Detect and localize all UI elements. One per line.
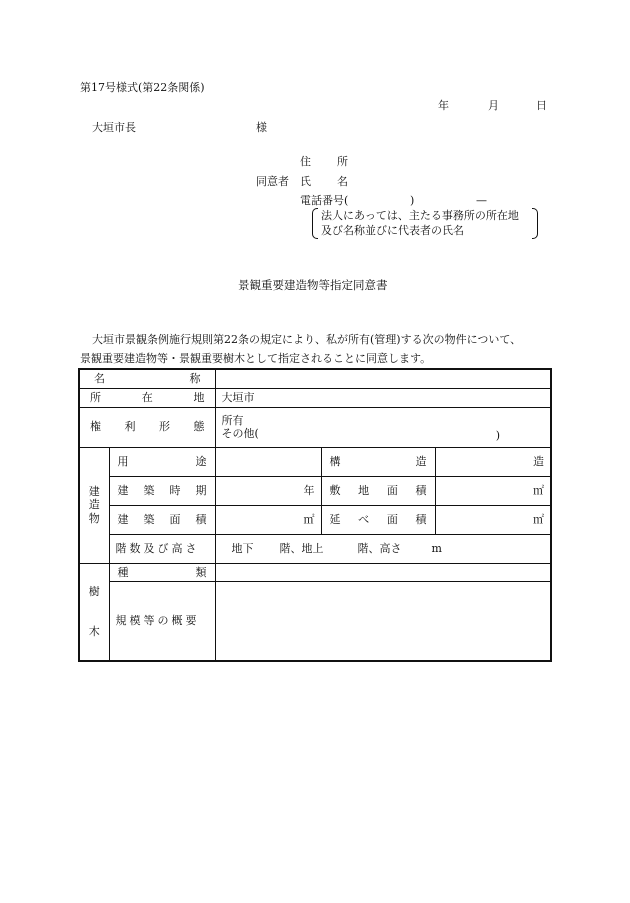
- built-period-label: 建 築 時 期: [109, 476, 215, 505]
- form-number: 第17号様式(第22条関係): [80, 81, 205, 94]
- addressee: 大垣市長: [92, 121, 136, 134]
- kind-label: 種 類: [109, 563, 215, 582]
- phone-close: ): [410, 194, 415, 207]
- scale-value[interactable]: [215, 582, 551, 661]
- honorific: 様: [256, 121, 267, 134]
- scale-label: 規模等の概要: [109, 582, 215, 661]
- location-cell-label: 所 在 地: [79, 388, 215, 407]
- floor-area-value[interactable]: ㎡: [435, 505, 551, 534]
- built-period-value[interactable]: 年: [215, 476, 321, 505]
- building-group-label: 建 造 物: [79, 447, 109, 563]
- corporate-note: [312, 208, 538, 238]
- body-line-1: 大垣市景観条例施行規則第22条の規定により、私が所有(管理)する次の物件について、: [92, 333, 522, 346]
- building-area-value[interactable]: ㎡: [215, 505, 321, 534]
- name-value[interactable]: [215, 369, 551, 388]
- property-table: [78, 368, 552, 662]
- floors-label: 階数及び高さ: [109, 534, 215, 563]
- phone-dash: —: [476, 194, 487, 207]
- date-year-label: 年: [438, 99, 449, 112]
- body-line-2: 景観重要建造物等・景観重要樹木として指定されることに同意します。: [80, 352, 432, 365]
- right-bracket: [532, 208, 538, 239]
- rights-cell-label: 権 利 形 態: [79, 407, 215, 447]
- consenter-role-label: 同意者: [256, 175, 289, 188]
- rights-value[interactable]: 所有 その他( ): [215, 407, 551, 447]
- document-title: 景観重要建造物等指定同意書: [238, 278, 388, 292]
- corp-note-line1: 法人にあっては、主たる事務所の所在地: [321, 209, 519, 222]
- structure-label: 構 造: [321, 447, 435, 476]
- name-cell-label: 名 称: [79, 369, 215, 388]
- structure-value[interactable]: 造: [435, 447, 551, 476]
- floors-value[interactable]: 地下 階、地上 階、高さ m: [215, 534, 551, 563]
- corp-note-line2: 及び名称並びに代表者の氏名: [321, 224, 464, 237]
- site-area-label: 敷 地 面 積: [321, 476, 435, 505]
- kind-value[interactable]: [215, 563, 551, 582]
- building-area-label: 建 築 面 積: [109, 505, 215, 534]
- use-value[interactable]: [215, 447, 321, 476]
- floor-area-label: 延 べ 面 積: [321, 505, 435, 534]
- use-label: 用 途: [109, 447, 215, 476]
- phone-label: 電話番号(: [300, 194, 349, 207]
- location-value[interactable]: 大垣市: [215, 388, 551, 407]
- left-bracket: [312, 208, 318, 239]
- date-month-label: 月: [488, 99, 499, 112]
- tree-group-label: 樹 木: [79, 563, 109, 661]
- name-label: 氏 名: [300, 175, 348, 188]
- site-area-value[interactable]: ㎡: [435, 476, 551, 505]
- date-day-label: 日: [536, 99, 547, 112]
- address-label: 住 所: [300, 155, 348, 168]
